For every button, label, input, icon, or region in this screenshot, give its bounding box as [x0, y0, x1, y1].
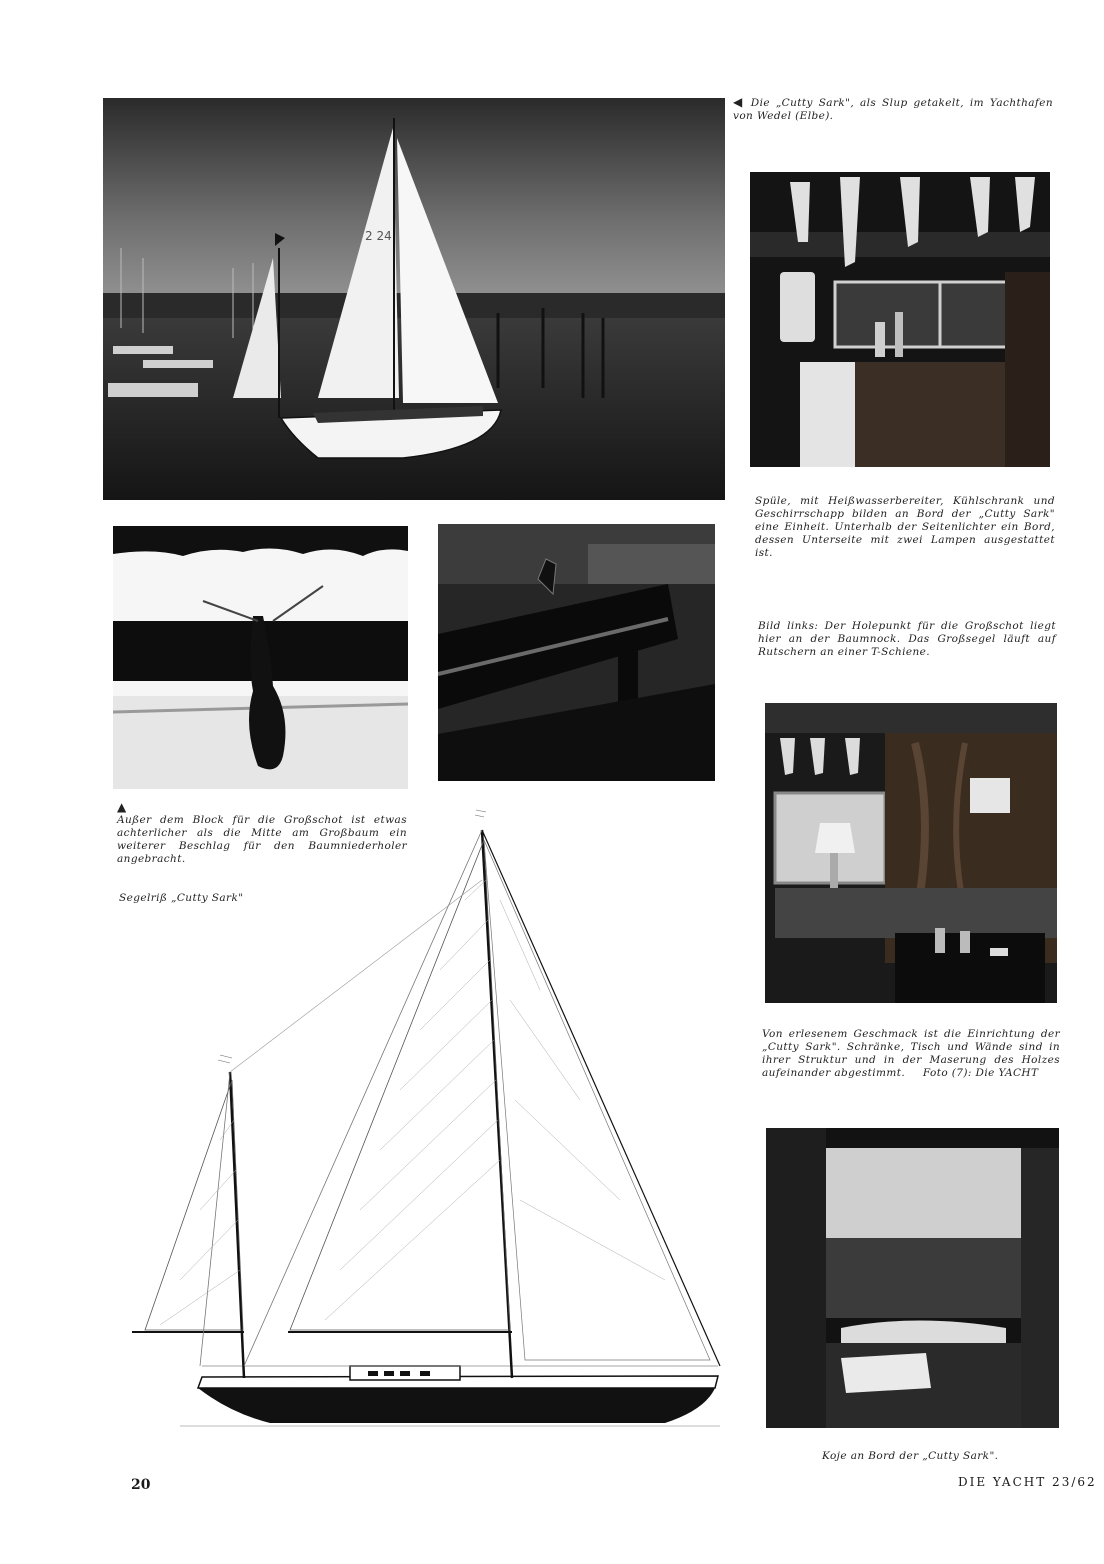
photo-yacht-harbor	[103, 98, 725, 500]
caption-photo-main	[733, 96, 1053, 123]
page-number: 20	[131, 1477, 151, 1493]
caption-block-text: Außer dem Block für die Großschot ist etwas achterlicher als die Mitte am Großbaum ein weiterer Beschlag für den Baumniederholer angebracht.	[117, 814, 407, 865]
caption-koje: Koje an Bord der „Cutty Sark".	[822, 1450, 999, 1462]
caption-galley: Spüle, mit Heißwasserbereiter, Kühlschrank und Geschirrschapp bilden an Bord der „Cutty Sark" eine Einheit. Unterhalb der Seitenlichter ein Bord, dessen Unterseite mit zwei Lampen ausgestattet ist.	[755, 495, 1055, 559]
hull	[198, 1388, 715, 1423]
photo-boom-end	[438, 524, 715, 781]
left-arrow-icon: ◀	[733, 95, 745, 109]
photo-bunk	[766, 1128, 1059, 1428]
caption-segelriss: Segelriß „Cutty Sark"	[119, 892, 244, 904]
caption-interior-text: Von erlesenem Geschmack ist die Einrichtung der „Cutty Sark". Schränke, Tisch und Wände sind in ihrer Struktur und in der Maserung des Holzes aufeinander abgestimmt.	[762, 1028, 1060, 1079]
photo-credit: Foto (7): Die YACHT	[922, 1067, 1039, 1079]
sail-number: 2 24	[365, 229, 392, 243]
sail-plan-drawing	[120, 800, 730, 1440]
caption-photo-main-text: Die „Cutty Sark", als Slup getakelt, im Yachthafen von Wedel (Elbe).	[733, 97, 1053, 122]
magazine-footer: DIE YACHT 23/62	[958, 1475, 1097, 1489]
up-arrow-icon: ▲	[117, 800, 127, 814]
photo-galley	[750, 172, 1050, 467]
photo-saloon	[765, 703, 1057, 1003]
caption-interior	[762, 1028, 1060, 1080]
photo-boom-block	[113, 526, 408, 789]
caption-holepunkt: Bild links: Der Holepunkt für die Großschot liegt hier an der Baumnock. Das Großsegel läuft auf Rutschern an einer T-Schiene.	[758, 620, 1056, 658]
main-mast	[482, 830, 512, 1378]
